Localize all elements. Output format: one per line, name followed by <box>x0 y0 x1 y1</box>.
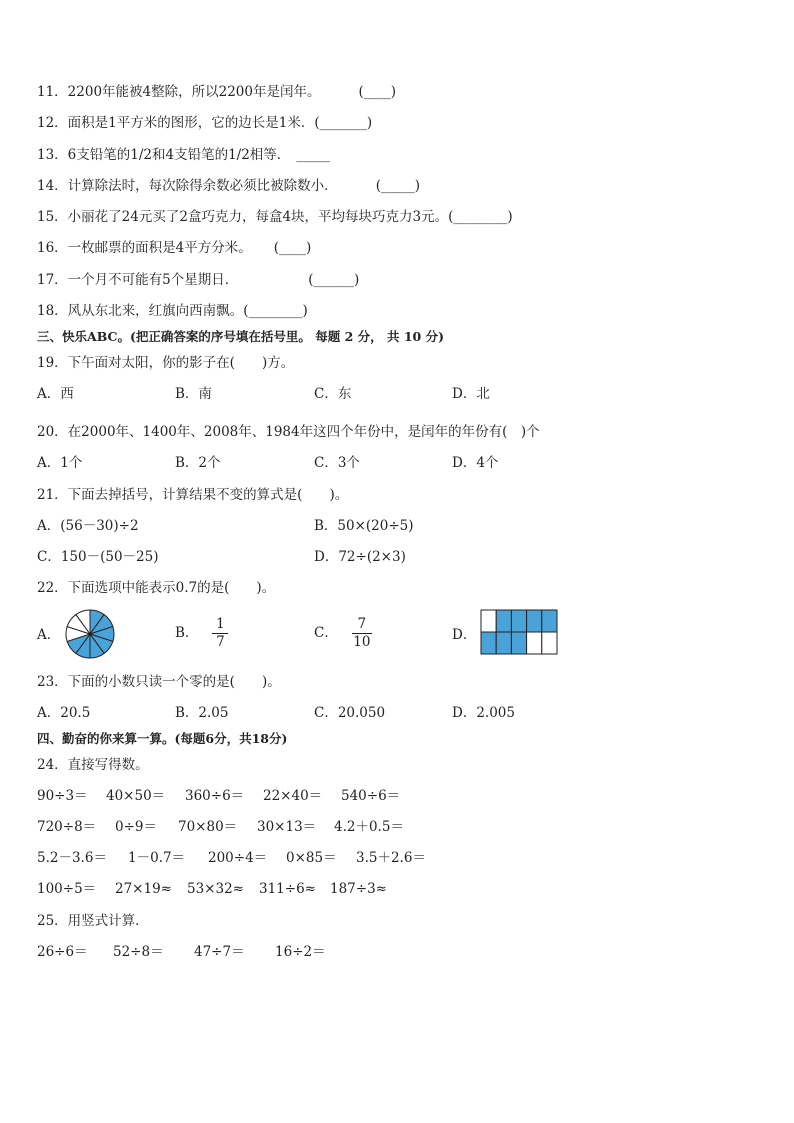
q21-option-a[interactable]: A．(56－30)÷2 <box>37 518 139 534</box>
vertical-calc-item[interactable]: 16÷2＝ <box>275 944 326 960</box>
fraction-1-7: $\frac{1}{7}$ <box>212 616 228 651</box>
answer-blank[interactable]: (______) <box>308 272 360 288</box>
calc-item[interactable]: 5.2－3.6＝ <box>37 850 107 866</box>
q19-option-c[interactable]: C．东 <box>314 386 352 402</box>
calc-row-4 <box>37 880 387 898</box>
question-20-stem: 20．在2000年、1400年、2008年、1984年这四个年份中，是闰年的年份有( )个 <box>37 424 540 440</box>
answer-blank[interactable]: (____) <box>273 240 312 256</box>
q22-option-a-label: A． <box>37 627 61 643</box>
calc-item[interactable]: 200÷4＝ <box>208 850 268 866</box>
calc-item[interactable]: 187÷3≈ <box>330 881 387 897</box>
question-13: 13．6支铅笔的1/2和4支铅笔的1/2相等． _____ <box>37 147 331 163</box>
q23-option-b[interactable]: B．2.05 <box>175 705 229 721</box>
q19-option-a[interactable]: A．西 <box>37 386 74 402</box>
q20-option-d[interactable]: D．4个 <box>452 455 499 471</box>
calc-item[interactable]: 0÷9＝ <box>115 819 157 835</box>
answer-blank[interactable]: (________) <box>243 303 308 319</box>
question-12: 12．面积是1平方米的图形，它的边长是1米．(_______) <box>37 115 373 131</box>
grid-cell-shaded <box>511 610 526 632</box>
grid-cell-shaded <box>511 632 526 654</box>
answer-blank[interactable]: (____) <box>358 84 397 100</box>
q22-grid-figure <box>480 609 558 655</box>
fraction-7-10: $\frac{7}{10}$ <box>353 616 371 650</box>
grid-cell <box>542 632 557 654</box>
grid-cell <box>527 632 542 654</box>
q23-option-d[interactable]: D．2.005 <box>452 705 515 721</box>
question-25-stem: 25．用竖式计算． <box>37 913 149 929</box>
q20-option-c[interactable]: C．3个 <box>314 455 360 471</box>
calc-item[interactable]: 720÷8＝ <box>37 819 97 835</box>
q21-option-c[interactable]: C．150－(50－25) <box>37 549 159 565</box>
calc-item[interactable]: 1－0.7＝ <box>128 850 186 866</box>
question-17: 17．一个月不可能有5个星期日． (______) <box>37 272 360 288</box>
question-18: 18．风从东北来，红旗向西南飘。(________) <box>37 303 308 319</box>
q21-option-b[interactable]: B．50×(20÷5) <box>314 518 414 534</box>
calc-row-1 <box>37 787 400 805</box>
section-4-title: 四、勤奋的你来算一算。(每题6分，共18分) <box>37 731 288 746</box>
answer-blank[interactable]: (________) <box>448 209 513 225</box>
grid-cell <box>481 610 496 632</box>
q22-option-c-label: C． <box>314 625 338 641</box>
question-21-stem: 21．下面去掉括号，计算结果不变的算式是( )。 <box>37 487 349 503</box>
calc-item[interactable]: 27×19≈ <box>115 881 172 897</box>
question-23-stem: 23．下面的小数只读一个零的是( )。 <box>37 674 281 690</box>
answer-blank[interactable]: _____ <box>296 147 331 163</box>
grid-cell-shaded <box>542 610 557 632</box>
calc-item[interactable]: 30×13＝ <box>257 819 317 835</box>
question-22-stem: 22．下面选项中能表示0.7的是( )。 <box>37 580 276 596</box>
calc-item[interactable]: 360÷6＝ <box>185 788 245 804</box>
question-19-stem: 19．下午面对太阳，你的影子在( )方。 <box>37 355 295 371</box>
q22-option-c[interactable] <box>314 616 372 651</box>
calc-item[interactable]: 53×32≈ <box>187 881 244 897</box>
q22-option-d-label: D． <box>452 627 477 643</box>
q20-option-b[interactable]: B．2个 <box>175 455 221 471</box>
q23-option-a[interactable]: A．20.5 <box>37 705 91 721</box>
calc-item[interactable]: 4.2＋0.5＝ <box>334 819 404 835</box>
section-3-title: 三、快乐ABC。(把正确答案的序号填在括号里。 每题 2 分， 共 10 分) <box>37 329 444 344</box>
q22-option-d[interactable] <box>452 626 476 644</box>
calc-item[interactable]: 311÷6≈ <box>259 881 316 897</box>
question-11: 11．2200年能被4整除，所以2200年是闰年。 (____) <box>37 84 397 100</box>
question-24-stem: 24．直接写得数。 <box>37 757 149 773</box>
calc-item[interactable]: 3.5＋2.6＝ <box>356 850 426 866</box>
calc-item[interactable]: 540÷6＝ <box>341 788 401 804</box>
calc-item[interactable]: 22×40＝ <box>263 788 323 804</box>
calc-row-2 <box>37 818 404 836</box>
question-15: 15．小丽花了24元买了2盒巧克力，每盒4块，平均每块巧克力3元。(________) <box>37 209 513 225</box>
q20-option-a[interactable]: A．1个 <box>37 455 83 471</box>
q19-option-b[interactable]: B．南 <box>175 386 212 402</box>
q19-option-d[interactable]: D．北 <box>452 386 490 402</box>
grid-cell-shaded <box>496 632 511 654</box>
calc-row-3 <box>37 849 426 867</box>
vertical-calc-row <box>37 943 326 961</box>
vertical-calc-item[interactable]: 26÷6＝ <box>37 944 88 960</box>
q22-option-b[interactable] <box>175 616 228 651</box>
q22-option-a[interactable] <box>37 626 60 644</box>
vertical-calc-item[interactable]: 47÷7＝ <box>194 944 245 960</box>
question-14: 14．计算除法时，每次除得余数必须比被除数小． (_____) <box>37 178 420 194</box>
answer-blank[interactable]: (_______) <box>314 115 373 131</box>
q23-option-c[interactable]: C．20.050 <box>314 705 386 721</box>
question-16: 16．一枚邮票的面积是4平方分米。 (____) <box>37 240 312 256</box>
calc-item[interactable]: 100÷5＝ <box>37 881 97 897</box>
calc-item[interactable]: 0×85＝ <box>286 850 337 866</box>
grid-cell-shaded <box>496 610 511 632</box>
calc-item[interactable]: 70×80＝ <box>178 819 238 835</box>
q22-pie-figure <box>64 608 116 660</box>
grid-cell-shaded <box>527 610 542 632</box>
q21-option-d[interactable]: D．72÷(2×3) <box>314 549 406 565</box>
calc-item[interactable]: 90÷3＝ <box>37 788 88 804</box>
vertical-calc-item[interactable]: 52÷8＝ <box>113 944 164 960</box>
grid-cell-shaded <box>481 632 496 654</box>
answer-blank[interactable]: (_____) <box>375 178 420 194</box>
q22-option-b-label: B． <box>175 625 199 641</box>
calc-item[interactable]: 40×50＝ <box>106 788 166 804</box>
